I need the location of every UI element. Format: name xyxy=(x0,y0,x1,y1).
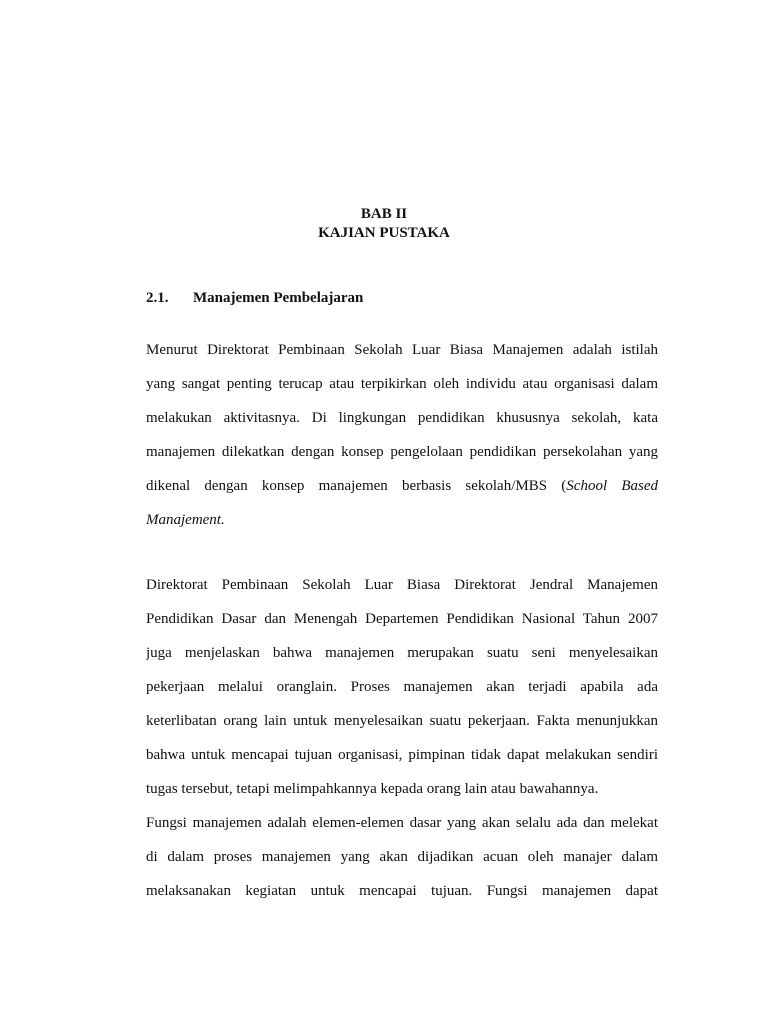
paragraph-2-line-3: juga menjelaskan bahwa manajemen merupakan suatu seni menyelesaikan xyxy=(146,645,658,661)
paragraph-1-line-4: manajemen dilekatkan dengan konsep pengelolaan pendidikan persekolahan yang xyxy=(146,444,658,460)
paragraph-2-line-7: tugas tersebut, tetapi melimpahkannya kepada orang lain atau bawahannya. xyxy=(146,781,599,797)
chapter-title: KAJIAN PUSTAKA xyxy=(318,225,450,241)
paragraph-1-line-3: melakukan aktivitasnya. Di lingkungan pendidikan khususnya sekolah, kata xyxy=(146,410,658,426)
section-heading xyxy=(146,288,363,308)
paragraph-3-line-2: di dalam proses manajemen yang akan dijadikan acuan oleh manajer dalam xyxy=(146,849,658,865)
paragraph-2-line-2: Pendidikan Dasar dan Menengah Departemen Pendidikan Nasional Tahun 2007 xyxy=(146,611,658,627)
paragraph-1-line-6-italic: Manajement. xyxy=(146,512,225,528)
paragraph-3-line-3: melaksanakan kegiatan untuk mencapai tujuan. Fungsi manajemen dapat xyxy=(146,883,658,899)
paragraph-2-line-4: pekerjaan melalui oranglain. Proses manajemen akan terjadi apabila ada xyxy=(146,679,658,695)
paragraph-3-line-1: Fungsi manajemen adalah elemen-elemen dasar yang akan selalu ada dan melekat xyxy=(146,815,658,831)
paragraph-2-line-1: Direktorat Pembinaan Sekolah Luar Biasa Direktorat Jendral Manajemen xyxy=(146,577,658,593)
paragraph-1-line-5 xyxy=(146,476,658,496)
paragraph-1-line-6 xyxy=(146,510,658,530)
paragraph-1-line-2: yang sangat penting terucap atau terpikirkan oleh individu atau organisasi dalam xyxy=(146,376,658,392)
chapter-number: BAB II xyxy=(360,206,408,222)
section-title: Manajemen Pembelajaran xyxy=(193,290,364,306)
paragraph-1-line-1: Menurut Direktorat Pembinaan Sekolah Luar Biasa Manajemen adalah istilah xyxy=(146,342,658,358)
paragraph-1-line-5-text: dikenal dengan konsep manajemen berbasis sekolah/MBS ( xyxy=(146,478,567,494)
section-number: 2.1. xyxy=(146,290,169,306)
paragraph-1-line-5-italic: School Based xyxy=(566,478,658,494)
paragraph-2-line-6: bahwa untuk mencapai tujuan organisasi, pimpinan tidak dapat melakukan sendiri xyxy=(146,747,658,763)
paragraph-2-line-5: keterlibatan orang lain untuk menyelesaikan suatu pekerjaan. Fakta menunjukkan xyxy=(146,713,658,729)
